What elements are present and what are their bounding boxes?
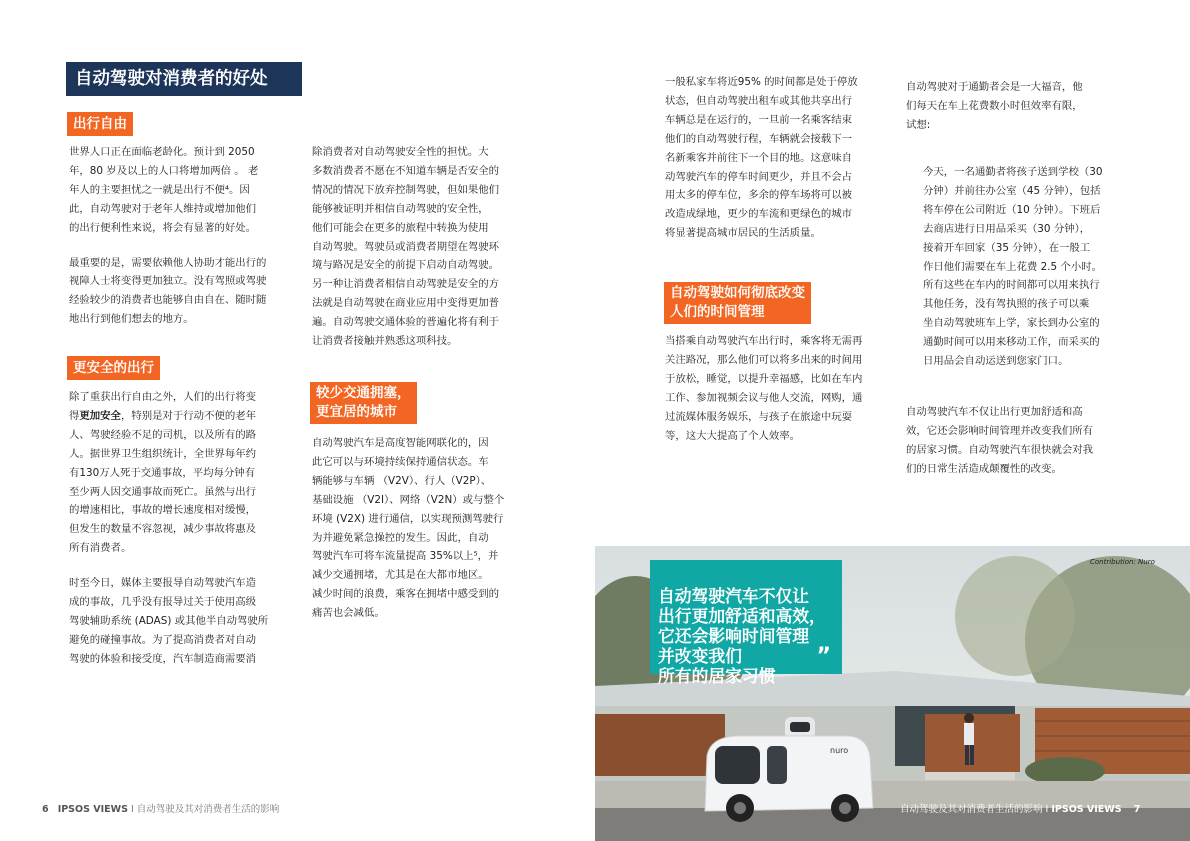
column-2-bottom (312, 434, 527, 623)
footer-title-left: I 自动驾驶及其对消费者生活的影响 (130, 804, 280, 815)
column-1-section-1 (69, 143, 284, 329)
pull-quote (650, 560, 842, 686)
footer-title-right: 自动驾驶及其对消费者生活的影响 I (900, 804, 1049, 815)
paragraph-road-safety (69, 388, 284, 558)
section-heading-mobility-freedom: 出行自由 (67, 112, 133, 136)
paragraph-consumer-concern: 除消费者对自动驾驶安全性的担忧。大 多数消费者不愿在不知道车辆是否安全的 情况的情况下放弃控制驾驶，但如果他们 能够被证明并相信自动驾驶的安全性， 他们可能会在更多的旅程中转换为使用 自动驾驶。驾驶员或消费者期望在驾驶环 境与路况是安全的前提下启动自动驾驶。 另一种让消费者相信自动驾驶是安全的方 法就是自动驾驶在商业应用中变得更加普 遍。自动驾驶交通体验的普遍化将有利于 让消费者接触并熟悉这项科技。 (312, 146, 500, 348)
page-number-left: 6 (42, 804, 49, 815)
column-4 (906, 78, 1126, 135)
page-number-right: 7 (1133, 804, 1141, 815)
column-4-bottom (906, 403, 1126, 479)
column-2-top (312, 143, 527, 351)
paragraph-visually-impaired: 最重要的是，需要依赖他人协助才能出行的 视障人士将变得更加独立。没有驾照或驾驶 经验较少的消费者也能够自由自在、随时随 地出行到他们想去的地方。 (69, 256, 267, 326)
column-1-section-2 (69, 388, 284, 669)
section-heading-time-management: 自动驾驶如何彻底改变 人们的时间管理 (664, 282, 811, 324)
page-title: 自动驾驶对消费者的好处 (66, 62, 302, 96)
paragraph-conclusion: 自动驾驶汽车不仅让出行更加舒适和高 效，它还会影响时间管理并改变我们所有 的居家习惯。自动驾驶汽车很快就会对我 们的日常生活造成颠覆性的改变。 (906, 406, 1094, 475)
paragraph-commuter-example: 今天，一名通勤者将孩子送到学校（30 分钟）并前往办公室（45 分钟），包括 将车停在公司附近（10 分钟）。下班后 去商店进行日用品采买（30 分钟）， 接着开车回家（35 分钟），在一般工 作日他们需要在车上花费 2.5 个小时。 所有这些在车内的时间都可以用来执行 其他任务，没有驾执照的孩子可以乘 坐自动驾驶班车上学，家长到办公室的 通勤时间可以用来移动工作，而采买的 日用品会自动运送到您家门口。 (923, 166, 1103, 368)
road-safety-text-b: ，特别是对于行动不便的老年 人、驾驶经验不足的司机，以及所有的路 人。据世界卫生组织统计，全世界每年约 有130万人死于交通事故，平均每分钟有 至少两人因交通事故而死亡。虽然与出行 的增速相比，事故的增长速度相对缓慢， 但发生的数量不容忽视，减少事故将惠及 所有消费者。 (69, 409, 257, 555)
paragraph-media-reports: 时至今日，媒体主要报导自动驾驶汽车造 成的事故，几乎没有报导过关于使用高级 驾驶辅助系统 (ADAS) 或其他半自动驾驶所 避免的碰撞事故。为了提高消费者对自动 驾驶的体验和接受度，汽车制造商需要消 (69, 577, 269, 665)
footer-brand-left: IPSOS VIEWS (57, 804, 128, 815)
road-safety-text-a: 除了重获出行自由之外，人们的出行将变 得 (69, 391, 257, 422)
right-footer (900, 804, 1140, 816)
footer-brand-right: IPSOS VIEWS (1051, 804, 1122, 815)
quote-mark-icon: ” (816, 644, 828, 669)
left-footer (42, 804, 279, 816)
paragraph-parking-time: 一般私家车将近95% 的时间都是处于停放 状态，但自动驾驶出租车或其他共享出行 车辆总是在运行的，一旦前一名乘客结束 他们的自动驾驶行程，车辆就会接载下一 名新乘客并前往下一个目的地。这意味自 动驾驶汽车的停车时间更少，并且不会占 用太多的停车位，多余的停车场将可以被 改造成绿地，更少的车流和更绿色的城市 将显著提高城市居民的生活质量。 (665, 76, 858, 240)
paragraph-commuter-intro: 自动驾驶对于通勤者会是一大福音，他 们每天在车上花费数小时但效率有限， 试想: (906, 81, 1083, 131)
column-3-top (665, 73, 885, 243)
section-heading-less-congestion: 较少交通拥塞， 更宜居的城市 (310, 382, 417, 424)
paragraph-aging-population: 世界人口正在面临老龄化。预计到 2050 年，80 岁及以上的人口将增加两倍 。 老 年人的主要担忧之一就是出行不便⁴。因 此，自动驾驶对于老年人维持或增加他们 的出行便利性来说，将会有显著的好处。 (69, 146, 259, 234)
column-3-bottom (665, 332, 885, 445)
section-heading-safer-travel: 更安全的出行 (67, 356, 160, 380)
photo-credit: Contribution: Nuro (1090, 558, 1155, 566)
paragraph-connected-vehicles: 自动驾驶汽车是高度智能网联化的，因 此它可以与环境持续保持通信状态。车 辆能够与车辆 （V2V）、行人（V2P）、 基础设施 （V2I）、网络（V2N）或与整个 环境 (V2X) 进行通信，以实现预测驾驶行 为并避免紧急操控的发生。因此，自动 驾驶汽车可将车流量提高 35%以上⁵，并 减少交通拥堵，尤其是在大都市地区。 减少时间的浪费，乘客在拥堵中感受到的 痛苦也会减低。 (312, 437, 505, 620)
paragraph-passenger-free-time: 当搭乘自动驾驶汽车出行时，乘客将无需再 关注路况，那么他们可以将多出来的时间用 于放松，睡觉，以提升幸福感，比如在车内 工作、参加视频会议与他人交流，网购，通 过流媒体服务娱乐，与孩子在旅途中玩耍 等，这大大提高了个人效率。 (665, 335, 863, 442)
commuter-example (923, 163, 1128, 371)
vehicle-logo: nuro (830, 746, 849, 755)
pull-quote-text: 自动驾驶汽车不仅让 出行更加舒适和高效， 它还会影响时间管理 并改变我们 所有的居家习惯 (658, 586, 826, 686)
road-safety-bold: 更加安全 (79, 409, 121, 422)
